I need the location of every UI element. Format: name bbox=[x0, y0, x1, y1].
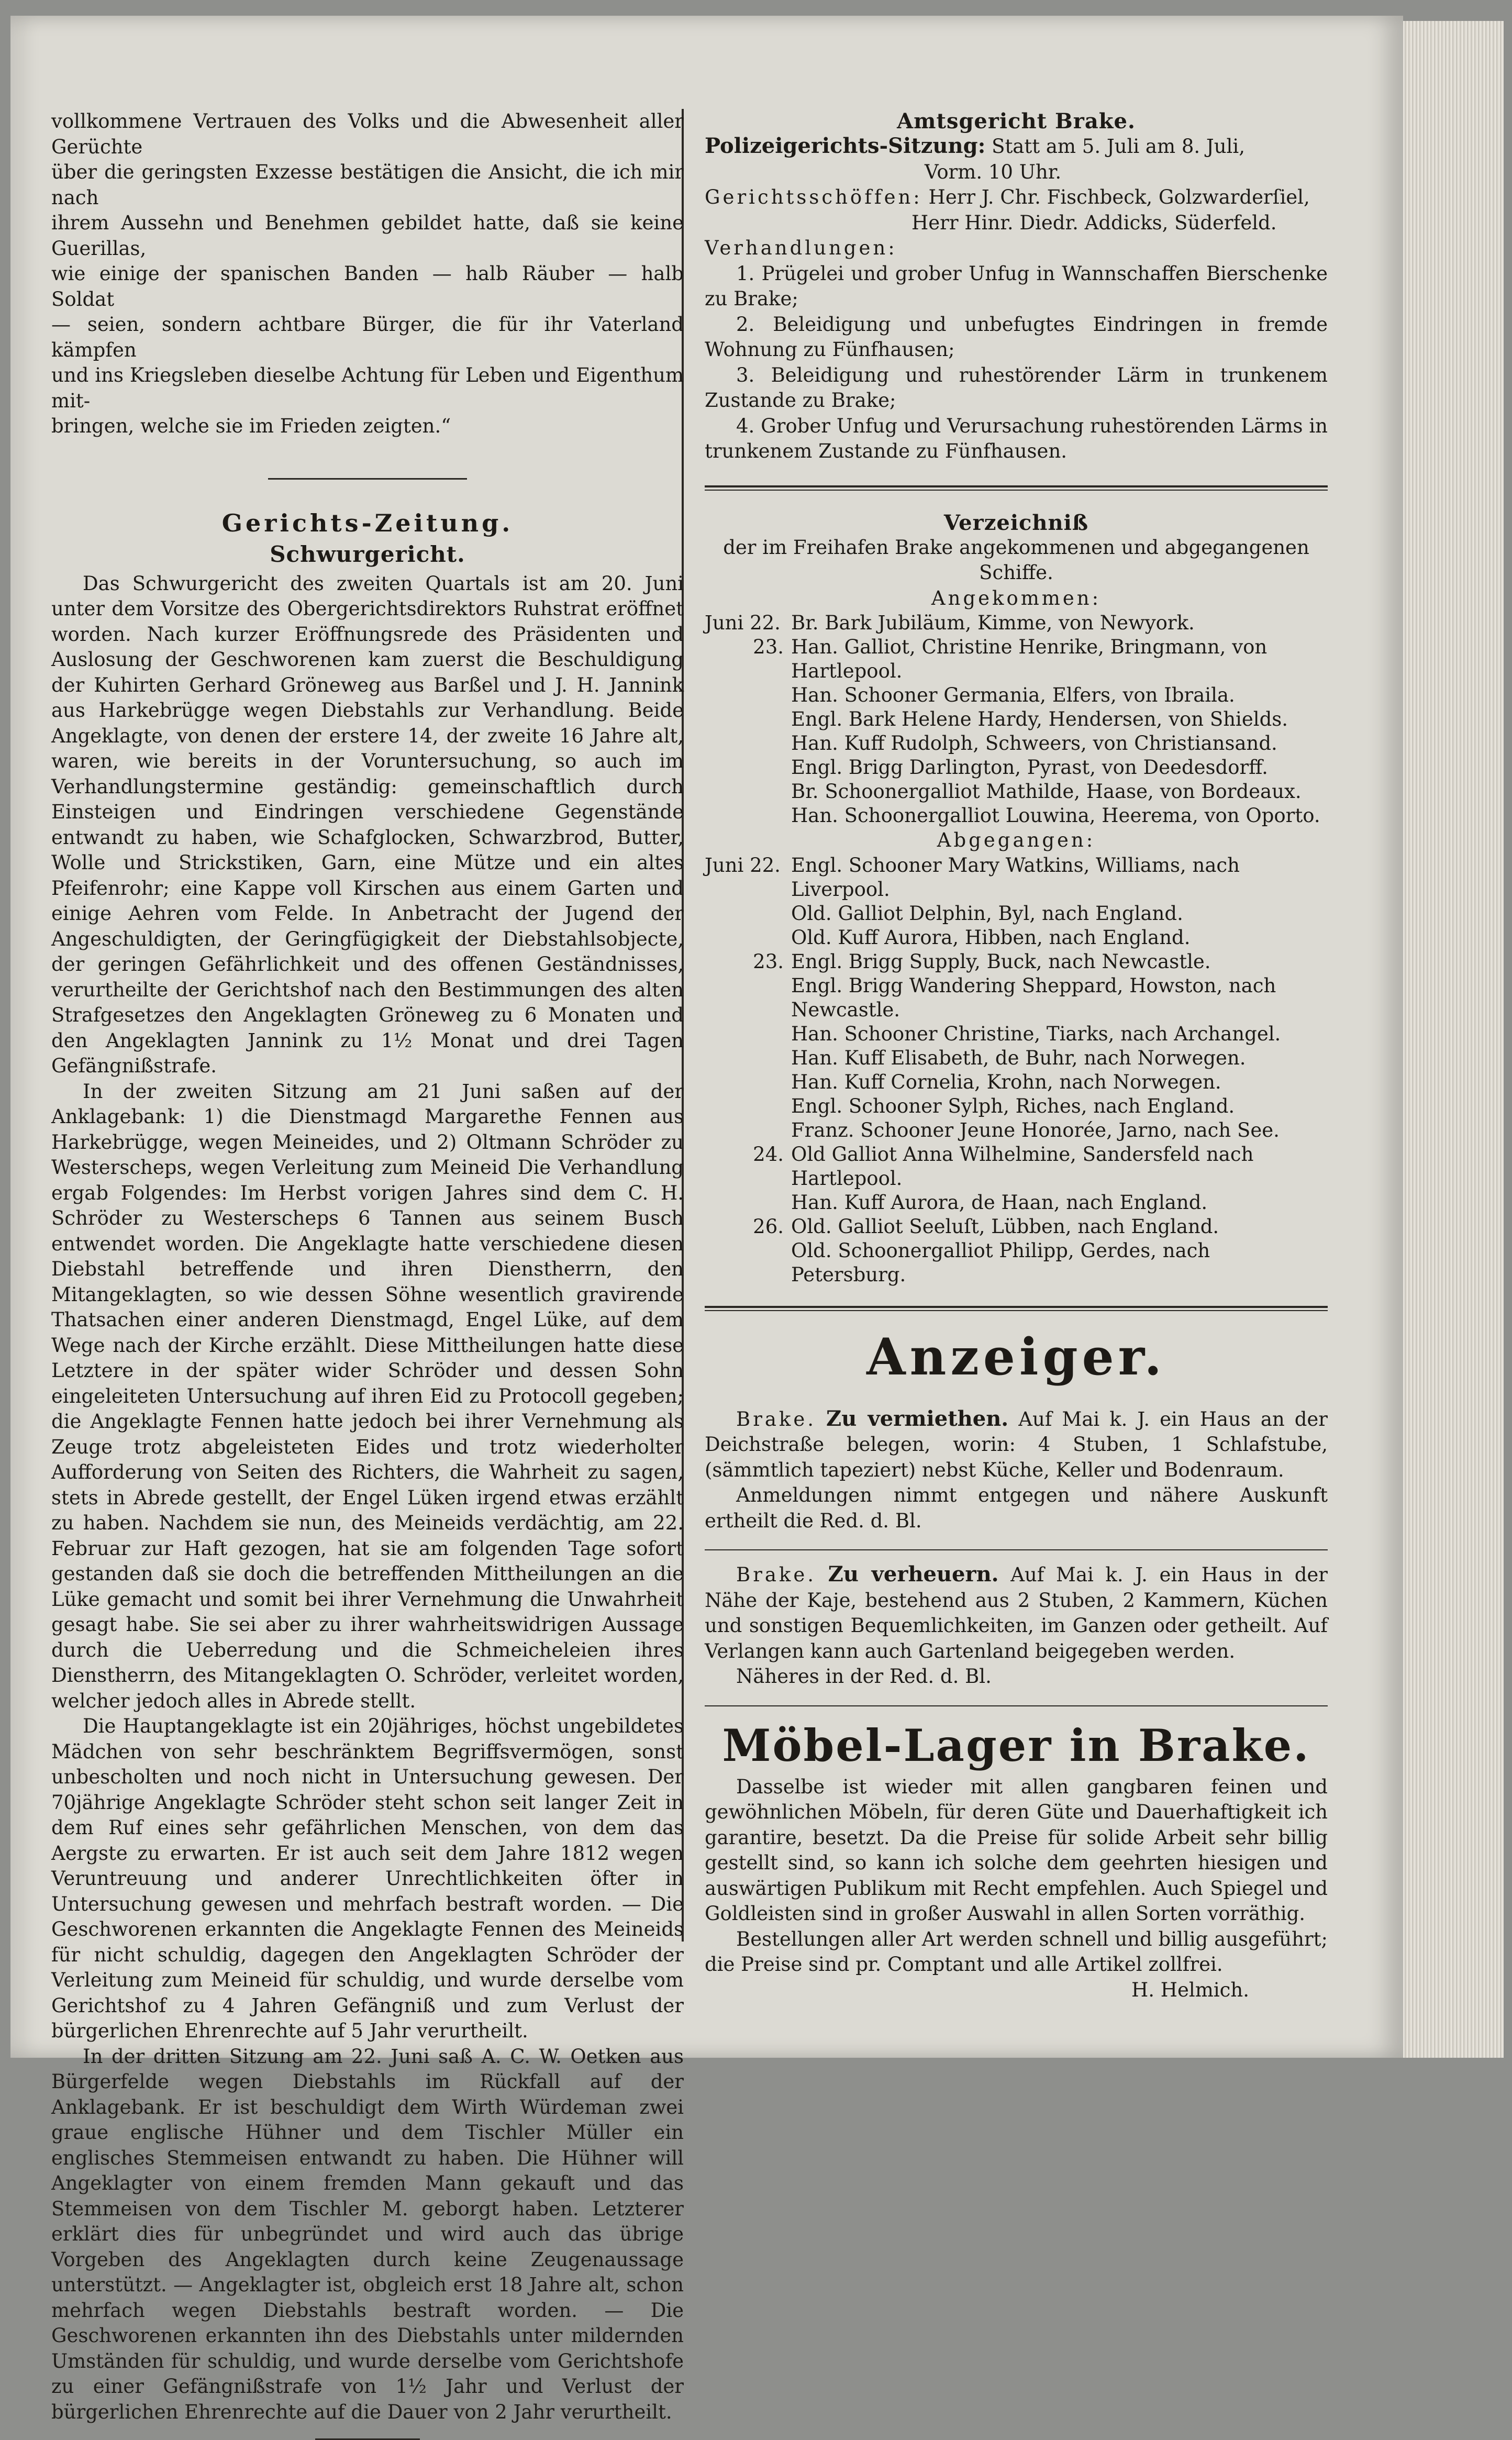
ship-text: Old. Galliot Seeluſt, Lübben, nach England. bbox=[791, 1215, 1219, 1238]
text-line: ihrem Aussehn und Benehmen gebildet hatte, daß sie keine Guerillas, bbox=[51, 212, 684, 260]
hearing-text: Prügelei und grober Unfug in Wannschaffen Bierschenke zu Brake; bbox=[705, 262, 1328, 310]
ad-headline: Zu vermiethen. bbox=[826, 1406, 1009, 1431]
article-paragraph: In der dritten Sitzung am 22. Juni saß A. C. W. Oetken aus Bürgerfelde wegen Diebstahls im Rückfall auf der Anklagebank. Er ist beschuldigt dem Wirth Würdeman zwei graue englische Hühner und dem Tischler Müller ein englisches Stemmeisen entwandt zu haben. Die Hühner will Angeklagter von einem fremden Mann gekauft und das Stemmeisen von dem Tischler M. geborgt haben. Letzterer erklärt dies für unbegründet und wird auch das übrige Vorgeben des Angeklagten durch keine Zeugenaussage unterstützt. — Angeklagter ist, obgleich erst 18 Jahre alt, schon mehrfach wegen Diebstahls bestraft worden. — Die Geschworenen erkannten ihn des Diebstahls unter mildernden Umständen für schuldig, und wurde derselbe vom Gerichtshofe zu einer Gefängnißstrafe von 1½ Jahr und Verlust der bürgerlichen Ehrenrechte auf die Dauer von 2 Jahr verurtheilt. bbox=[51, 2045, 684, 2423]
article-paragraph: Das Schwurgericht des zweiten Quartals ist am 20. Juni unter dem Vorsitze des Obergerichtsdirektors Ruhstrat eröffnet worden. Nach kurzer Eröffnungsrede des Präsidenten und Auslosung der Geschworenen kam zuerst die Beschuldigung der Kuhirten Gerhard Gröneweg aus Barßel und J. H. Jannink aus Harkebrügge wegen Diebstahls zur Verhandlung. Beide Angeklagte, von denen der erstere 14, der zweite 16 Jahre alt, waren, wie bereits in der Voruntersuchung, so auch im Verhandlungstermine geständig: gemeinschaftlich durch Einsteigen und Eindringen verschiedene Gegenstände entwandt zu haben, wie Schafglocken, Schwarzbrod, Butter, Wolle und Strickstiken, Garn, eine Mütze und ein altes Pfeifenrohr; eine Kappe voll Kirschen aus einem Garten und einige Aehren vom Felde. In Anbetracht der Jugend der Angeschuldigten, der Geringfügigkeit der Diebstahlsobjecte, der geringen Gefährlichkeit und des offenen Geständnisses, verurtheilte der Gerichtshof nach den Bestimmungen des alten Strafgesetzes den Angeklagten Gröneweg zu 6 Monaten und den Angeklagten Jannink zu 1½ Monat und drei Tagen Gefängnißstrafe. bbox=[51, 572, 684, 1077]
ship-text: Han. Kuff Rudolph, Schweers, von Christiansand. bbox=[791, 732, 1277, 755]
ship-entry bbox=[705, 1191, 1328, 1215]
sub-title: Schwurgericht. bbox=[270, 541, 465, 567]
ship-date bbox=[705, 683, 791, 707]
ship-text: Br. Schoonergalliot Mathilde, Haase, von Bordeaux. bbox=[791, 780, 1302, 803]
ship-text: Han. Schoonergalliot Louwina, Heerema, von Oporto. bbox=[791, 804, 1320, 827]
ship-date bbox=[705, 974, 791, 1022]
arrived-label: Angekommen: bbox=[931, 586, 1102, 609]
ship-text: Engl. Brigg Darlington, Pyrast, von Deedesdorff. bbox=[791, 756, 1268, 779]
ads-section bbox=[705, 1326, 1328, 2003]
ship-date bbox=[705, 804, 791, 828]
book-page-edges bbox=[1398, 21, 1504, 2058]
ship-text: Engl. Brigg Wandering Sheppard, Howston, nach Newcastle. bbox=[791, 974, 1276, 1021]
juror: Herr J. Chr. Fischbeck, Golzwarderſiel, bbox=[928, 186, 1310, 208]
ship-date: Juni 22. bbox=[705, 853, 781, 877]
ad-lease bbox=[705, 1562, 1328, 1690]
hearing-text: Beleidigung und ruhestörender Lärm in trunkenem Zustande zu Brake; bbox=[705, 363, 1328, 412]
hearing-item bbox=[705, 261, 1328, 312]
ship-entry bbox=[705, 1046, 1328, 1070]
ship-date bbox=[705, 1094, 791, 1118]
ad-place: Brake. bbox=[736, 1407, 817, 1430]
ad-text: Dasselbe ist wieder mit allen gangbaren feinen und gewöhnlichen Möbeln, für deren Güte und Dauerhaftigkeit ich garantire, besetzt. Da die Preise für solide Arbeit sehr billig gestellt sind, so kann ich solche dem geehrten hiesigen und auswärtigen Publikum mit Recht empfehlen. Auch Spiegel und Goldleisten sind in großer Auswahl in allen Sorten vorräthig. bbox=[705, 1775, 1328, 1925]
ship-entry bbox=[705, 902, 1328, 926]
hearing-text: Beleidigung und unbefugtes Eindringen in fremde Wohnung zu Fünfhausen; bbox=[705, 313, 1328, 361]
ship-text: Han. Kuff Elisabeth, de Buhr, nach Norwegen. bbox=[791, 1046, 1246, 1069]
ad-note: Näheres in der Red. d. Bl. bbox=[736, 1665, 992, 1688]
ship-register bbox=[705, 511, 1328, 1287]
jurors-label: Gerichtsschöffen: bbox=[705, 186, 922, 208]
hearing-number: 3. bbox=[736, 363, 755, 386]
register-subtitle: der im Freihafen Brake angekommenen und abgegangenen Schiffe. bbox=[723, 536, 1309, 584]
ship-entry bbox=[705, 804, 1328, 828]
ad-divider bbox=[705, 1549, 1328, 1550]
ship-entry bbox=[705, 1070, 1328, 1094]
ship-entry bbox=[705, 611, 1328, 635]
ad-rent bbox=[705, 1406, 1328, 1534]
departed-label: Abgegangen: bbox=[937, 829, 1096, 851]
ship-entry bbox=[705, 707, 1328, 731]
ship-entry bbox=[705, 1239, 1328, 1287]
ship-text: Old. Schoonergalliot Philipp, Gerdes, nach Petersburg. bbox=[791, 1239, 1210, 1286]
ship-entry bbox=[705, 756, 1328, 780]
ship-entry bbox=[705, 683, 1328, 707]
ship-text: Old. Kuff Aurora, Hibben, nach England. bbox=[791, 926, 1191, 949]
hearing-item bbox=[705, 414, 1328, 464]
jurors-line bbox=[705, 185, 1328, 210]
ad-headline: Zu verheuern. bbox=[828, 1562, 999, 1587]
text-line: — seien, sondern achtbare Bürger, die für ihr Vaterland kämpfen bbox=[51, 313, 684, 361]
ad-signature: H. Helmich. bbox=[1131, 1978, 1249, 2001]
ship-date bbox=[705, 731, 791, 756]
hearing-item bbox=[705, 312, 1328, 363]
hearing-number: 1. bbox=[736, 262, 755, 285]
ship-date bbox=[705, 707, 791, 731]
ship-entry bbox=[705, 1094, 1328, 1118]
ad-note: Anmeldungen nimmt entgegen und nähere Auskunft ertheilt die Red. d. Bl. bbox=[705, 1484, 1328, 1532]
session-line bbox=[705, 134, 1328, 160]
ship-entry bbox=[705, 731, 1328, 756]
ship-date bbox=[705, 1046, 791, 1070]
ad-furniture bbox=[705, 1717, 1328, 2003]
text-line: bringen, welche sie im Frieden zeigten.“ bbox=[51, 415, 451, 437]
ship-date bbox=[705, 1191, 791, 1215]
newspaper-page bbox=[10, 16, 1403, 2423]
ship-text: Han. Schooner Christine, Tiarks, nach Archangel. bbox=[791, 1022, 1281, 1045]
article-paragraph: In der zweiten Sitzung am 21 Juni saßen auf der Anklagebank: 1) die Dienstmagd Margarethe Fennen aus Harkebrügge, wegen Meineides, und 2) Oltmann Schröder zu Westerscheps, wegen Verleitung zum Meineid Die Verhandlung ergab Folgendes: Im Herbst vorigen Jahres sind dem C. H. Schröder zu Westerscheps 6 Tannen aus seinem Busch entwendet worden. Die Angeklagte hatte verschiedene diesen Diebstahl betreffende und ihren Dienstherrn, den Mitangeklagten, so wie dessen Söhne wesentlich gravirende Thatsachen einer anderen Dienstmagd, Engel Lüke, auf dem Wege nach der Kirche erzählt. Diese Mittheilungen hatte diese Letztere in der später wider Schröder und dessen Sohn eingeleiteten Untersuchung auf ihren Eid zu Protocoll gegeben; die Angeklagte Fennen hatte jedoch bei ihrer Vernehmung als Zeuge trotz abgeleisteten Eides und trotz wiederholter Aufforderung von Seiten des Richters, die Wahrheit zu sagen, stets in Abrede gestellt, der Engel Lüken irgend etwas erzählt zu haben. Nachdem sie nun, des Meineids verdächtig, am 22. Februar zur Haft gezogen, hat sie am folgenden Tage sofort gestanden daß sie doch die betreffenden Mittheilungen an die Lüke gemacht und somit bei ihrer Vernehmung die Unwahrheit gesagt habe. Sie sei aber zu ihrer wahrheitswidrigen Aussage durch die Ueberredung und die Schmeicheleien ihres Dienstherrn, des Mitangeklagten O. Schröder, verleitet worden, welcher jedoch alles in Abrede stellt. bbox=[51, 1080, 684, 1712]
ship-entry bbox=[705, 1022, 1328, 1046]
ship-entry bbox=[705, 780, 1328, 804]
ad-furniture-title: Möbel-Lager in Brake. bbox=[722, 1719, 1310, 1771]
ship-date bbox=[705, 1239, 791, 1287]
ship-text: Han. Kuff Aurora, de Haan, nach England. bbox=[791, 1191, 1208, 1214]
ship-date bbox=[705, 926, 791, 950]
ship-entry bbox=[705, 974, 1328, 1022]
ship-text: Engl. Brigg Supply, Buck, nach Newcastle. bbox=[791, 950, 1211, 973]
ship-entry bbox=[705, 1215, 1328, 1239]
ship-date: 26. bbox=[753, 1215, 784, 1238]
section-divider bbox=[268, 478, 467, 480]
ad-note: Bestellungen aller Art werden schnell und billig ausgeführt; die Preise sind pr. Comptant und alle Artikel zollfrei. bbox=[705, 1927, 1328, 1976]
session-label: Polizeigerichts-Sitzung: bbox=[705, 134, 986, 158]
section-divider bbox=[705, 1306, 1328, 1311]
hearing-number: 4. bbox=[736, 414, 755, 437]
register-title: Verzeichniß bbox=[943, 510, 1089, 535]
session-time: Vorm. 10 Uhr. bbox=[925, 160, 1062, 183]
ad-body: Auf Mai k. J. ein Haus in der Nähe der Kaje, bestehend aus 2 Stuben, 2 Kammern, Küchen und sonstigen Bequemlichkeiten, im Ganzen oder getheilt. Auf Verlangen kann auch Gartenland beigegeben werden. bbox=[705, 1563, 1328, 1662]
ship-text: Engl. Bark Helene Hardy, Hendersen, von Shields. bbox=[791, 708, 1288, 730]
juror: Herr Hinr. Diedr. Addicks, Süderfeld. bbox=[911, 211, 1277, 234]
ad-body: Auf Mai k. J. ein Haus an der Deichstraße belegen, worin: 4 Stuben, 1 Schlafstube, (sämmtlich tapeziert) nebst Küche, Keller und Bodenraum. bbox=[705, 1407, 1328, 1481]
text-line: und ins Kriegsleben dieselbe Achtung für Leben und Eigenthum mit- bbox=[51, 364, 684, 412]
ad-divider bbox=[705, 1705, 1328, 1706]
right-column bbox=[705, 109, 1328, 2003]
section-divider bbox=[705, 485, 1328, 491]
ship-text: Engl. Schooner Sylph, Riches, nach England. bbox=[791, 1094, 1235, 1117]
text-line: über die geringsten Exzesse bestätigen die Ansicht, die ich mir nach bbox=[51, 161, 684, 209]
left-column bbox=[51, 109, 684, 2440]
ship-date: Juni 22. bbox=[705, 612, 781, 634]
ship-text: Old. Galliot Delphin, Byl, nach England. bbox=[791, 902, 1183, 925]
ship-text: Old Galliot Anna Wilhelmine, Sandersfeld nach Hartlepool. bbox=[791, 1143, 1254, 1190]
ad-place: Brake. bbox=[736, 1563, 817, 1586]
ship-entry bbox=[705, 853, 1328, 902]
hearing-text: Grober Unfug und Verursachung ruhestörenden Lärms in trunkenem Zustande zu Fünfhausen. bbox=[705, 414, 1328, 462]
ship-date bbox=[705, 1022, 791, 1046]
intro-paragraph bbox=[51, 109, 684, 439]
hearing-item bbox=[705, 363, 1328, 414]
ship-text: Han. Schooner Germania, Elfers, von Ibraila. bbox=[791, 684, 1235, 706]
ship-date bbox=[705, 902, 791, 926]
ship-entry bbox=[705, 926, 1328, 950]
hearing-number: 2. bbox=[736, 313, 755, 336]
ship-entry bbox=[705, 950, 1328, 974]
ship-date: 23. bbox=[753, 636, 784, 658]
text-line: vollkommene Vertrauen des Volks und die Abwesenheit aller Gerüchte bbox=[51, 110, 684, 158]
ship-entry bbox=[705, 1118, 1328, 1143]
ship-date bbox=[705, 1118, 791, 1143]
ship-date: 23. bbox=[753, 950, 784, 973]
article-paragraph: Die Hauptangeklagte ist ein 20jähriges, höchst ungebildetes Mädchen von sehr beschränktem Begriffsvermögen, sonst unbescholten und noch nicht in Untersuchung gewesen. Der 70jährige Angeklagte Schröder steht schon seit langer Zeit in dem Ruf eines sehr gefährlichen Menschen, von dem das Aergste zu erwarten. Er ist auch seit dem Jahre 1812 wegen Veruntreuung und anderer Unrechtlichkeiten öfter in Untersuchung gewesen und mehrfach bestraft worden. — Die Geschworenen erkannten die Angeklagte Fennen des Meineids für nicht schuldig, dagegen den Angeklagten Schröder der Verleitung zum Meineid für schuldig, und wurde derselbe vom Gerichtshof zu 4 Jahren Gefängniß und zum Verlust der bürgerlichen Ehrenrechte auf 5 Jahr verurtheilt. bbox=[51, 1715, 684, 2042]
hearings-label: Verhandlungen: bbox=[705, 237, 897, 259]
ship-date: 24. bbox=[753, 1143, 784, 1166]
section-title: Gerichts-Zeitung. bbox=[221, 508, 514, 537]
ship-text: Franz. Schooner Jeune Honorée, Jarno, nach See. bbox=[791, 1118, 1280, 1141]
ship-entry bbox=[705, 1143, 1328, 1191]
ship-text: Han. Kuff Cornelia, Krohn, nach Norwegen. bbox=[791, 1070, 1221, 1093]
ship-text: Engl. Schooner Mary Watkins, Williams, nach Liverpool. bbox=[791, 853, 1240, 901]
ship-date bbox=[705, 1070, 791, 1094]
ship-entry bbox=[705, 635, 1328, 683]
ship-text: Han. Galliot, Christine Henrike, Bringmann, von Hartlepool. bbox=[791, 636, 1268, 682]
ad-text bbox=[705, 1406, 1328, 1483]
ship-text: Br. Bark Jubiläum, Kimme, von Newyork. bbox=[791, 612, 1195, 634]
court-notice bbox=[705, 109, 1328, 464]
ads-title: Anzeiger. bbox=[866, 1327, 1166, 1387]
text-line: wie einige der spanischen Banden — halb Räuber — halb Soldat bbox=[51, 262, 684, 310]
ship-date bbox=[705, 756, 791, 780]
session-text: Statt am 5. Juli am 8. Juli, bbox=[992, 135, 1245, 158]
ship-date bbox=[705, 780, 791, 804]
court-title: Amtsgericht Brake. bbox=[897, 109, 1136, 134]
ad-text bbox=[705, 1562, 1328, 1664]
